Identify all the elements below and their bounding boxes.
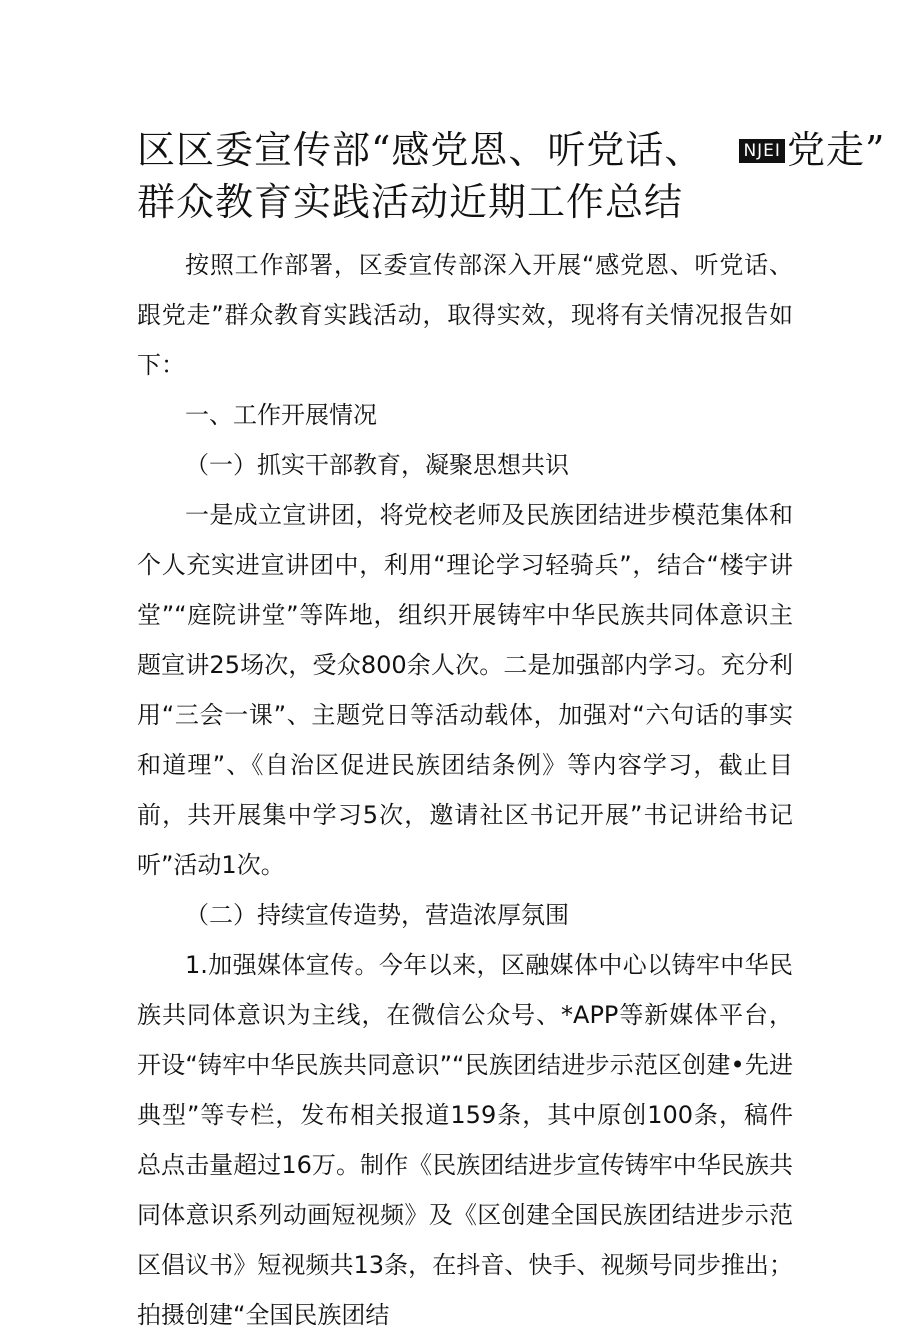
subsection-heading-2: （二）持续宣传造势，营造浓厚氛围	[185, 901, 569, 929]
document-title	[137, 124, 886, 228]
subsection-1-paragraph: 一是成立宣讲团，将党校老师及民族团结进步模范集体和个人充实进宣讲团中，利用“理论学习轻骑兵”，结合“楼宇讲堂”“庭院讲堂”等阵地，组织开展铸牢中华民族共同体意识主题宣讲25场次，受众800余人次。二是加强部内学习。充分利用“三会一课”、主题党日等活动载体，加强对“六句话的事实和道理”、《自治区促进民族团结条例》等内容学习，截止目前，共开展集中学习5次，邀请社区书记开展”书记讲给书记听”活动1次。	[137, 501, 793, 879]
document-body	[137, 240, 793, 1340]
title-line-1	[137, 124, 886, 176]
title-line-2: 群众教育实践活动近期工作总结	[137, 180, 684, 224]
section-heading-1: 一、工作开展情况	[185, 401, 377, 429]
title-line-1-part-2: 党走”	[786, 128, 886, 172]
intro-paragraph: 按照工作部署，区委宣传部深入开展“感党恩、听党话、跟党走”群众教育实践活动，取得实效，现将有关情况报告如下：	[137, 251, 793, 379]
media-publicity-paragraph: 1.加强媒体宣传。今年以来，区融媒体中心以铸牢中华民族共同体意识为主线，在微信公众号、*APP等新媒体平台，开设“铸牢中华民族共同意识”“民族团结进步示范区创建•先进典型”等专栏，发布相关报道159条，其中原创100条，稿件总点击量超过16万。制作《民族团结进步宣传铸牢中华民族共同体意识系列动画短视频》及《区创建全国民族团结进步示范区倡议书》短视频共13条，在抖音、快手、视频号同步推出；拍摄创建“全国民族团结	[137, 951, 793, 1329]
title-line-1-part-1: 区区委宣传部“感党恩、听党话、	[137, 128, 704, 172]
redacted-text-block: NJEI	[739, 139, 785, 163]
subsection-heading-1: （一）抓实干部教育，凝聚思想共识	[185, 451, 569, 479]
